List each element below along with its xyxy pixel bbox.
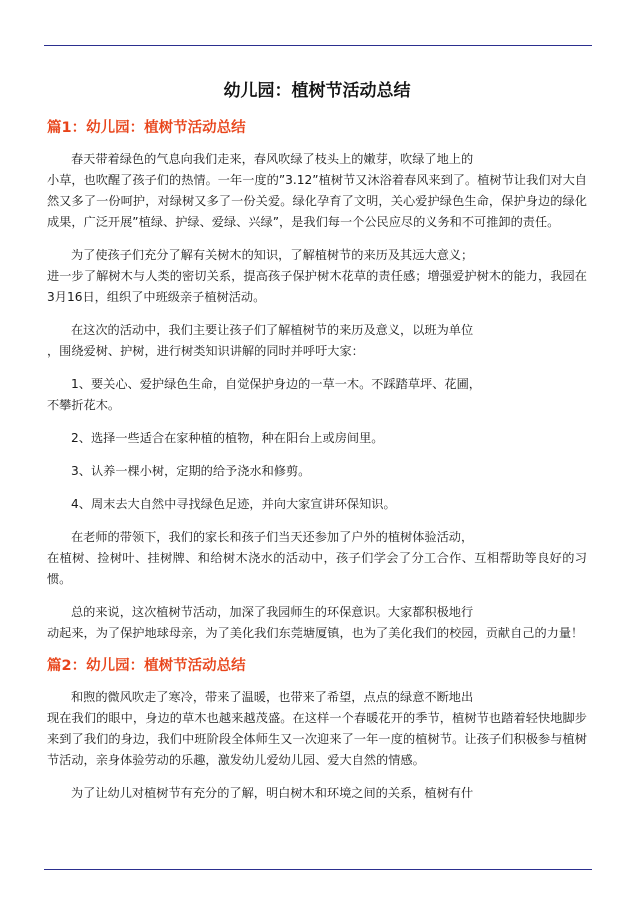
paragraph-first-line: 1、要关心、爱护绿色生命，自觉保护身边的一草一木。不踩踏草坪、花圃， [71, 377, 481, 391]
paragraph-first-line: 3、认养一棵小树，定期的给予浇水和修剪。 [71, 464, 311, 478]
bottom-rule [44, 869, 592, 870]
paragraph-first-line: 2、选择一些适合在家种植的植物，种在阳台上或房间里。 [71, 431, 384, 445]
paragraph-first-line: 春天带着绿色的气息向我们走来，春风吹绿了枝头上的嫩芽，吹绿了地上的 [71, 152, 474, 166]
paragraph [47, 149, 587, 233]
paragraph-body: 动起来，为了保护地球母亲，为了美化我们东莞塘厦镇，也为了美化我们的校园，贡献自己的力量！ [47, 626, 584, 640]
list-item [47, 461, 587, 482]
paragraph-body: 在植树、捡树叶、挂树牌、和给树木浇水的活动中，孩子们学会了分工合作、互相帮助等良好的习惯。 [47, 551, 587, 586]
document-body [47, 80, 587, 816]
section-2 [47, 656, 587, 804]
paragraph-first-line: 和煦的微风吹走了寒冷，带来了温暖，也带来了希望，点点的绿意不断地出 [71, 690, 474, 704]
paragraph-first-line: 在老师的带领下，我们的家长和孩子们当天还参加了户外的植树体验活动， [71, 530, 474, 544]
list-item [47, 428, 587, 449]
list-item [47, 374, 587, 416]
paragraph-first-line: 在这次的活动中，我们主要让孩子们了解植树节的来历及意义，以班为单位 [71, 323, 474, 337]
paragraph [47, 602, 587, 644]
section-heading: 篇2：幼儿园：植树节活动总结 [47, 658, 246, 674]
section-heading: 篇1：幼儿园：植树节活动总结 [47, 120, 246, 136]
paragraph [47, 527, 587, 590]
paragraph-first-line: 4、周末去大自然中寻找绿色足迹，并向大家宣讲环保知识。 [71, 497, 396, 511]
paragraph-body: 进一步了解树木与人类的密切关系，提高孩子保护树木花草的责任感；增强爱护树木的能力，我园在3月16日，组织了中班级亲子植树活动。 [47, 269, 587, 304]
paragraph-body: 小草，也吹醒了孩子们的热情。一年一度的”3.12”植树节又沐浴着春风来到了。植树节让我们对大自然又多了一份呵护，对绿树又多了一份关爱。绿化孕育了文明，关心爱护绿色生命，保护身边的绿化成果，广泛开展”植绿、护绿、爱绿、兴绿”，是我们每一个公民应尽的义务和不可推卸的责任。 [47, 173, 587, 229]
paragraph-first-line: 为了使孩子们充分了解有关树木的知识，了解植树节的来历及其远大意义； [71, 248, 474, 262]
paragraph-body: ，围绕爱树、护树，进行树类知识讲解的同时并呼吁大家： [47, 344, 364, 358]
paragraph [47, 783, 587, 804]
paragraph-first-line: 总的来说，这次植树节活动，加深了我园师生的环保意识。大家都积极地行 [71, 605, 474, 619]
section-1 [47, 118, 587, 644]
paragraph-body: 现在我们的眼中，身边的草木也越来越茂盛。在这样一个春暖花开的季节，植树节也踏着轻快地脚步来到了我们的身边，我们中班阶段全体师生又一次迎来了一年一度的植树节。让孩子们积极参与植树节活动，亲身体验劳动的乐趣，激发幼儿爱幼儿园、爱大自然的情感。 [47, 711, 587, 767]
paragraph [47, 320, 587, 362]
paragraph-body: 不攀折花木。 [47, 398, 121, 412]
list-item [47, 494, 587, 515]
paragraph [47, 245, 587, 308]
page-title: 幼儿园：植树节活动总结 [223, 81, 411, 101]
top-rule [44, 45, 592, 46]
paragraph [47, 687, 587, 771]
paragraph-first-line: 为了让幼儿对植树节有充分的了解，明白树木和环境之间的关系，植树有什 [71, 786, 474, 800]
